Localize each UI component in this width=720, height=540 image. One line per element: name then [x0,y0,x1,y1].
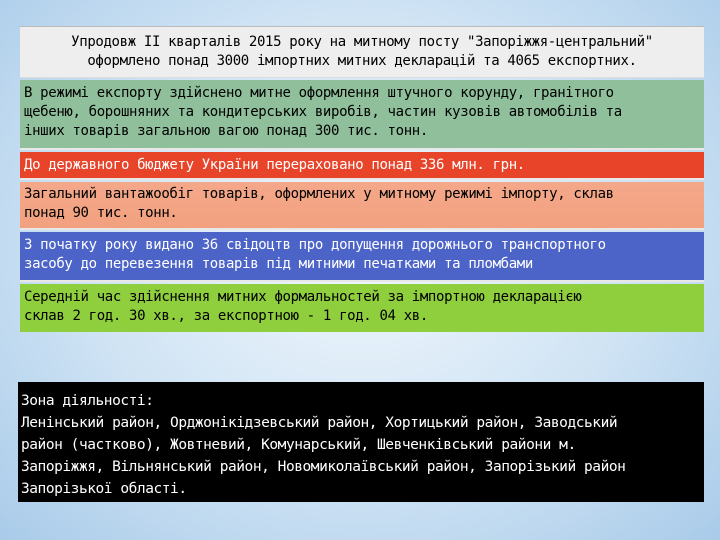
zone-line-1: Ленінський район, Орджонікідзевський район, Хортицький район, Заводський [21,415,618,431]
intro-line-2: оформлено понад 3000 імпортних митних декларацій та 4065 експортних. [87,53,637,69]
zone-block [18,382,704,502]
export-line-3: інших товарів загальною вагою понад 300 тис. тонн. [24,123,428,139]
zone-line-3: Запоріжжя, Вільнянський район, Новомиколаївський район, Запорізький район [21,459,626,475]
export-line-1: В режимі експорту здійснено митне оформлення штучного корунду, гранітного [24,85,614,101]
zone-line-4: Запорізької області. [21,481,187,497]
certificates-block [20,232,704,282]
cargo-line-2: понад 90 тис. тонн. [24,205,178,221]
certificates-line-2: засобу до перевезення товарів під митними печатками та пломбами [24,256,533,272]
export-block [20,80,704,150]
intro-block [20,26,704,78]
budget-line-1: До державного бюджету України перераховано понад 336 млн. грн. [24,157,525,173]
zone-line-2: район (частково), Жовтневий, Комунарський, Шевченківський райони м. [21,437,576,453]
budget-block [20,152,704,180]
certificates-line-1: З початку року видано 36 свідоцтв про допущення дорожнього транспортного [24,237,606,253]
zone-heading: Зона діяльності: [21,393,154,409]
time-line-2: склав 2 год. 30 хв., за експортною - 1 год. 04 хв. [24,308,428,324]
time-line-1: Середній час здійснення митних формальностей за імпортною декларацією [24,289,582,305]
cargo-line-1: Загальний вантажообіг товарів, оформлених у митному режимі імпорту, склав [24,186,614,202]
time-block [20,284,704,332]
intro-line-1: Упродовж ІІ кварталів 2015 року на митному посту "Запоріжжя-центральний" [71,34,653,50]
cargo-block [20,182,704,230]
export-line-2: щебеню, борошняних та кондитерських виробів, частин кузовів автомобілів та [24,104,622,120]
